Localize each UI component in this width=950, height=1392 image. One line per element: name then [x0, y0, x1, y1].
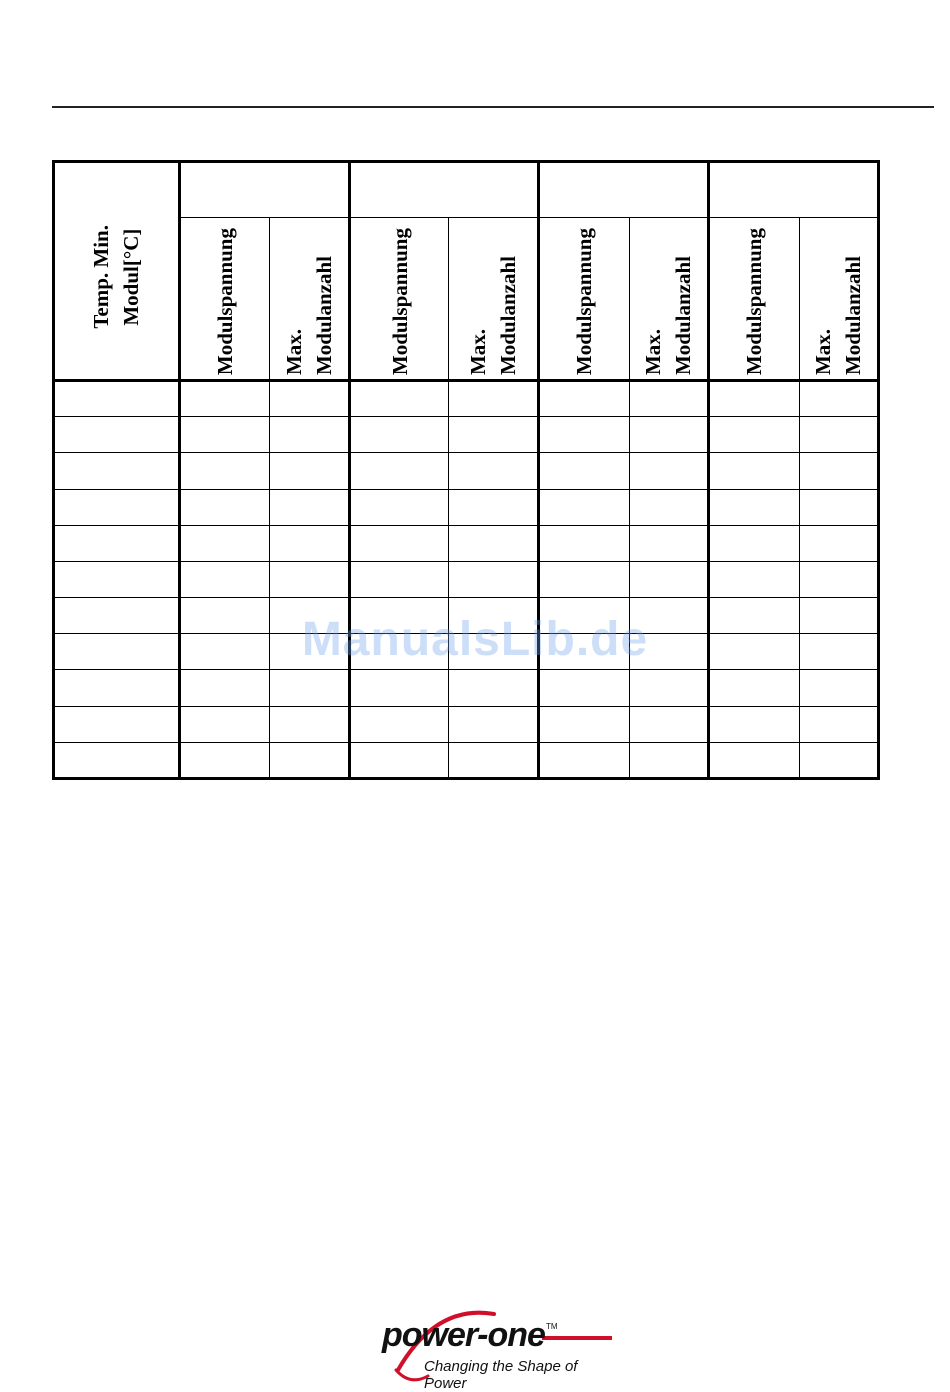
table-cell	[708, 489, 799, 525]
table-cell	[799, 489, 878, 525]
table-cell	[708, 706, 799, 742]
table-cell	[449, 561, 539, 597]
table-cell	[799, 561, 878, 597]
table-row	[54, 670, 879, 706]
table-cell	[54, 670, 180, 706]
table-cell	[270, 525, 349, 561]
table-cell	[539, 525, 630, 561]
table-cell	[799, 525, 878, 561]
table-cell	[629, 453, 708, 489]
logo-tagline: Changing the Shape of Power	[424, 1358, 578, 1392]
table-cell	[270, 453, 349, 489]
temp-header: Temp. Min. Modul[°C]	[89, 225, 144, 330]
table-cell	[629, 670, 708, 706]
table-cell	[799, 381, 878, 417]
table-cell	[629, 706, 708, 742]
table-row	[54, 525, 879, 561]
table-cell	[449, 670, 539, 706]
table-cell	[708, 417, 799, 453]
table-cell	[708, 634, 799, 670]
table-cell	[539, 561, 630, 597]
table-cell	[799, 453, 878, 489]
table-cell	[349, 598, 449, 634]
table-cell	[349, 417, 449, 453]
table-cell	[54, 453, 180, 489]
table-cell	[349, 381, 449, 417]
table-cell	[449, 742, 539, 778]
table-cell	[349, 489, 449, 525]
table-cell	[799, 634, 878, 670]
table-cell	[449, 489, 539, 525]
table-cell	[708, 561, 799, 597]
sub-header-voltage-2	[349, 218, 449, 381]
table-cell	[349, 634, 449, 670]
watermark: ManualsLib.de	[301, 613, 649, 666]
table-cell	[349, 453, 449, 489]
table-cell	[179, 489, 270, 525]
table-cell	[54, 417, 180, 453]
table-cell	[539, 706, 630, 742]
table-cell	[708, 381, 799, 417]
table-row	[54, 598, 879, 634]
table-cell	[799, 706, 878, 742]
table-row	[54, 381, 879, 417]
table-cell	[629, 742, 708, 778]
sub-header-voltage-4	[708, 218, 799, 381]
table-cell	[449, 525, 539, 561]
sub-header-label: Modulspannung	[212, 227, 237, 376]
table-cell	[54, 706, 180, 742]
table-cell	[449, 381, 539, 417]
table-cell	[349, 561, 449, 597]
logo-accent-bar	[542, 1336, 612, 1340]
sub-header-label: Modulspannung	[572, 227, 597, 376]
table-cell	[179, 742, 270, 778]
sub-header-voltage-3	[539, 218, 630, 381]
table-cell	[629, 489, 708, 525]
table-cell	[539, 634, 630, 670]
logo-wordmark: power-one	[382, 1316, 545, 1354]
sub-header-count-4	[799, 218, 878, 381]
table-cell	[179, 525, 270, 561]
table-row	[54, 561, 879, 597]
table-cell	[708, 598, 799, 634]
sub-header-label: Modulspannung	[742, 227, 767, 376]
table-cell	[54, 598, 180, 634]
table-cell	[54, 561, 180, 597]
table-body	[54, 381, 879, 779]
table-cell	[799, 598, 878, 634]
table-cell	[179, 670, 270, 706]
table-cell	[629, 634, 708, 670]
sub-header-label: Max. Modulanzahl	[641, 256, 696, 376]
table-cell	[270, 634, 349, 670]
table-cell	[54, 742, 180, 778]
table-cell	[629, 598, 708, 634]
table-cell	[539, 381, 630, 417]
table-cell	[270, 417, 349, 453]
table-cell	[708, 525, 799, 561]
table-cell	[270, 489, 349, 525]
table-cell	[54, 525, 180, 561]
top-rule	[52, 106, 934, 108]
sub-header-count-2	[449, 218, 539, 381]
table-cell	[270, 742, 349, 778]
table-cell	[349, 706, 449, 742]
table-cell	[179, 381, 270, 417]
table-cell	[539, 598, 630, 634]
sub-header-label: Max. Modulanzahl	[281, 256, 336, 376]
sub-header-label: Max. Modulanzahl	[466, 256, 521, 376]
table-cell	[179, 453, 270, 489]
table-cell	[539, 489, 630, 525]
table-row	[54, 634, 879, 670]
table-cell	[629, 525, 708, 561]
table-cell	[449, 634, 539, 670]
table-cell	[179, 561, 270, 597]
sub-header-count-1	[270, 218, 349, 381]
table-cell	[708, 453, 799, 489]
table-row	[54, 706, 879, 742]
table-cell	[539, 453, 630, 489]
group-header-3	[539, 162, 709, 218]
table-cell	[54, 489, 180, 525]
table-cell	[449, 598, 539, 634]
table-row	[54, 417, 879, 453]
table-cell	[449, 706, 539, 742]
group-header-1	[179, 162, 349, 218]
temp-header-cell	[54, 162, 180, 381]
table-cell	[629, 417, 708, 453]
group-header-2	[349, 162, 539, 218]
table-cell	[799, 417, 878, 453]
table-cell	[629, 381, 708, 417]
table-cell	[449, 453, 539, 489]
table-cell	[179, 706, 270, 742]
table-cell	[349, 525, 449, 561]
table-cell	[179, 598, 270, 634]
sub-header-voltage-1	[179, 218, 270, 381]
table-cell	[349, 670, 449, 706]
module-table	[52, 160, 880, 780]
group-header-4	[708, 162, 878, 218]
sub-header-count-3	[629, 218, 708, 381]
table-row	[54, 742, 879, 778]
table-cell	[539, 742, 630, 778]
header-row-groups	[54, 162, 879, 218]
table-cell	[349, 742, 449, 778]
table-cell	[629, 561, 708, 597]
table-cell	[708, 742, 799, 778]
table-cell	[270, 561, 349, 597]
sub-header-label: Modulspannung	[387, 227, 412, 376]
table-cell	[270, 381, 349, 417]
table-cell	[799, 670, 878, 706]
table-row	[54, 489, 879, 525]
table-cell	[539, 670, 630, 706]
logo-trademark: TM	[546, 1322, 558, 1331]
table-cell	[270, 706, 349, 742]
table-cell	[54, 381, 180, 417]
table-cell	[449, 417, 539, 453]
table-cell	[54, 634, 180, 670]
table-row	[54, 453, 879, 489]
sub-header-label: Max. Modulanzahl	[811, 256, 866, 376]
table-cell	[179, 417, 270, 453]
table-cell	[799, 742, 878, 778]
table-cell	[179, 634, 270, 670]
power-one-logo	[376, 1306, 616, 1392]
table-cell	[270, 670, 349, 706]
table-cell	[539, 417, 630, 453]
table-cell	[270, 598, 349, 634]
table-cell	[708, 670, 799, 706]
